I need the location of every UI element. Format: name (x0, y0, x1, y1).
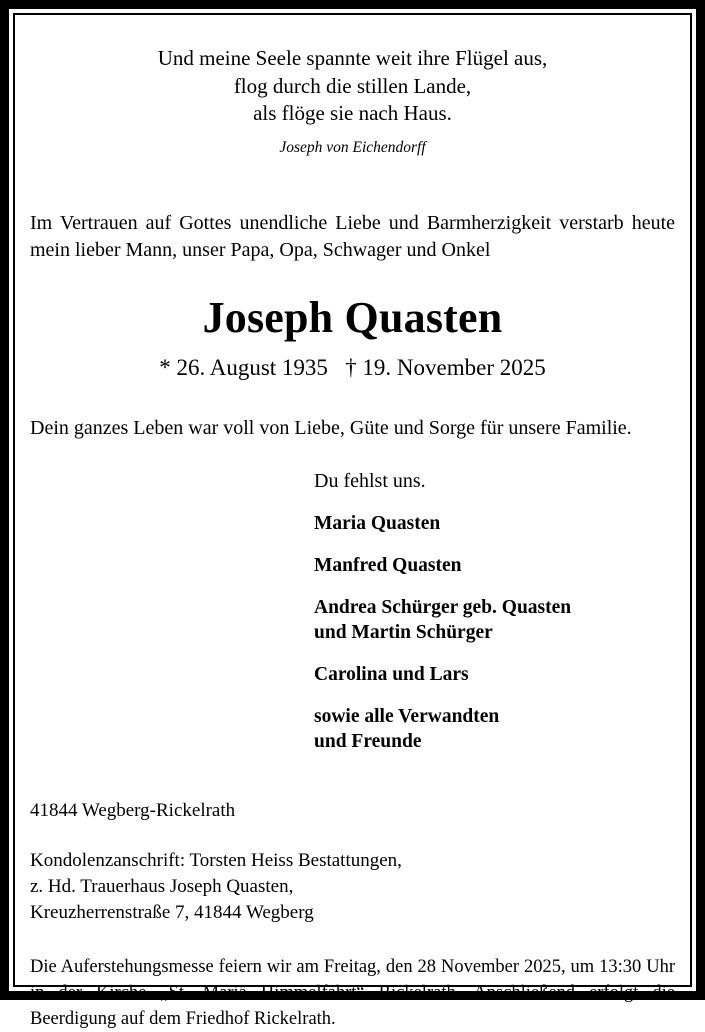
verse-line-3: als flöge sie nach Haus. (253, 101, 452, 125)
survivor-entry (314, 662, 675, 687)
missing-you-line: Du fehlst uns. (314, 469, 426, 492)
survivor-entry (314, 553, 675, 578)
survivor-entry (314, 511, 675, 536)
deceased-name: Joseph Quasten (202, 292, 503, 342)
survivor-line: Andrea Schürger geb. Quasten (314, 596, 572, 618)
survivors-block (314, 468, 675, 754)
notice-content (9, 9, 696, 1029)
condolence-address (30, 848, 675, 926)
condolence-line: z. Hd. Trauerhaus Joseph Quasten, (30, 875, 294, 897)
service-details-paragraph: Die Auferstehungsmesse feiern wir am Freitag, den 28 November 2025, um 13:30 Uhr in der Kirche „St. Mariä Himmelfahrt“ Rickelrath. Anschließend erfolgt die Beerdigung auf dem Friedhof Rickelrath. (30, 956, 675, 1029)
condolence-line: Kondolenzanschrift: Torsten Heiss Bestattungen, (30, 849, 402, 871)
survivor-entry (314, 704, 675, 754)
survivor-entry (314, 595, 675, 645)
tribute-paragraph: Dein ganzes Leben war voll von Liebe, Güte und Sorge für unsere Familie. (30, 416, 632, 439)
survivor-line: Carolina und Lars (314, 663, 469, 685)
survivor-line: und Freunde (314, 730, 422, 752)
condolence-line: Kreuzherrenstraße 7, 41844 Wegberg (30, 901, 314, 923)
survivor-line: sowie alle Verwandten (314, 705, 500, 727)
verse-line-1: Und meine Seele spannte weit ihre Flügel aus, (157, 46, 548, 70)
memorial-verse (30, 45, 675, 128)
survivor-line: Maria Quasten (314, 512, 441, 534)
life-dates: * 26. August 1935 † 19. November 2025 (159, 354, 546, 380)
verse-line-2: flog durch die stillen Lande, (233, 73, 472, 98)
announcement-paragraph: Im Vertrauen auf Gottes unendliche Liebe und Barmherzigkeit verstarb heute mein lieber Mann, unser Papa, Opa, Schwager und Onkel (30, 211, 675, 261)
city-line: 41844 Wegberg-Rickelrath (30, 799, 236, 821)
survivor-line: Manfred Quasten (314, 554, 462, 576)
survivor-line: und Martin Schürger (314, 621, 493, 643)
verse-attribution: Joseph von Eichendorff (279, 138, 426, 156)
